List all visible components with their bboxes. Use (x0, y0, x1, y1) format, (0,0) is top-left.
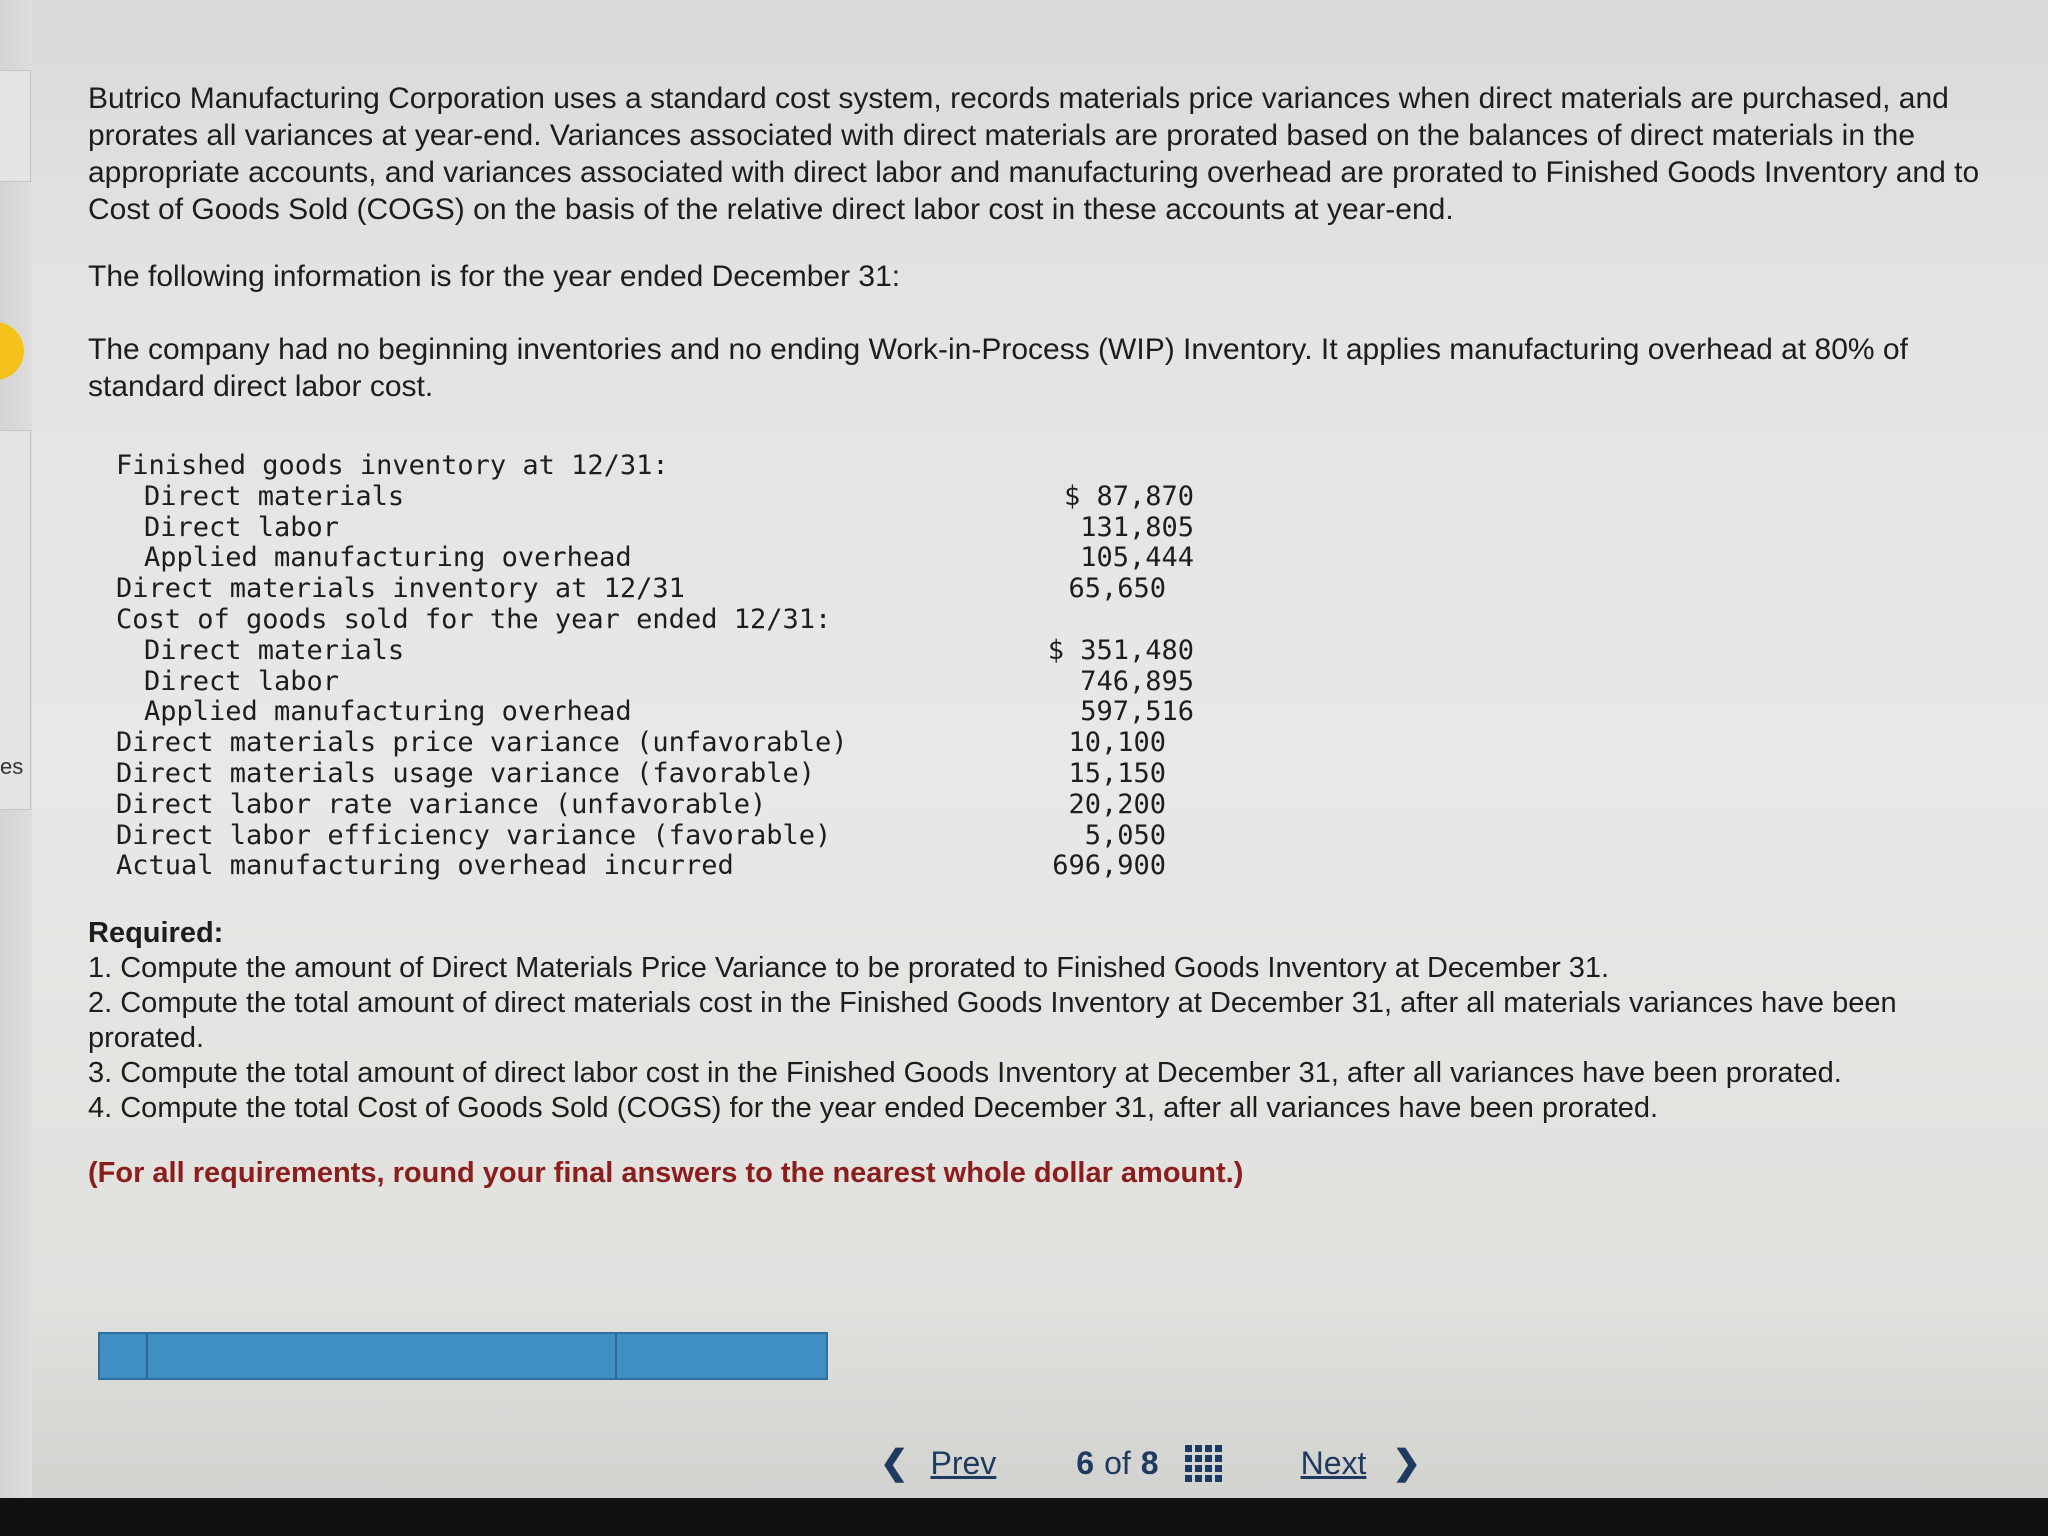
row-value: 696,900 (1052, 850, 1166, 882)
row-value: 20,200 (1068, 788, 1166, 820)
row-label: Applied manufacturing overhead (144, 542, 632, 574)
grid-icon[interactable] (1185, 1445, 1221, 1481)
required-item-2: 2. Compute the total amount of direct materials cost in the Finished Goods Inventory at December 31, after all materials variances have been prorated. (88, 987, 1897, 1055)
table-row (116, 821, 1216, 852)
data-table (116, 451, 1216, 882)
question-content (88, 80, 2018, 1191)
table-row (116, 851, 1216, 882)
edge-label: es (0, 754, 24, 779)
company-note: The company had no beginning inventories and no ending Work-in-Process (WIP) Inventory. It applies manufacturing overhead at 80% of standard direct labor cost. (88, 333, 1908, 403)
required-item-1: 1. Compute the amount of Direct Materials Price Variance to be prorated to Finished Goods Inventory at December 31. (88, 952, 1610, 985)
info-line: The following information is for the year ended December 31: (88, 260, 901, 293)
required-item-4: 4. Compute the total Cost of Goods Sold (COGS) for the year ended December 31, after all variances have been prorated. (88, 1092, 1659, 1125)
row-value: 5,050 (1084, 819, 1166, 851)
table-row (116, 605, 1216, 636)
table-row (116, 636, 1216, 667)
row-value: 15,150 (1068, 757, 1166, 789)
page-indicator (1076, 1445, 1158, 1482)
row-value: 131,805 (1080, 511, 1194, 543)
rounding-note: (For all requirements, round your final answers to the nearest whole dollar amount.) (88, 1157, 1244, 1190)
table-row (116, 543, 1216, 574)
screen-bottom-bezel (0, 1498, 2048, 1536)
next-button[interactable] (1301, 1443, 1421, 1483)
row-label: Direct materials inventory at 12/31 (116, 573, 685, 605)
prev-button[interactable] (880, 1443, 996, 1483)
row-label: Applied manufacturing overhead (144, 696, 632, 728)
prev-label[interactable]: Prev (930, 1444, 997, 1481)
row-label: Direct labor rate variance (unfavorable) (116, 788, 767, 820)
row-label: Cost of goods sold for the year ended 12/31: (116, 603, 832, 635)
pagination-nav (880, 1438, 1421, 1488)
row-label: Direct materials (144, 480, 405, 512)
required-heading: Required: (88, 917, 224, 950)
answer-tab[interactable] (100, 1334, 148, 1378)
row-value (1016, 451, 1166, 482)
table-row (116, 513, 1216, 544)
total-pages: 8 (1140, 1444, 1159, 1481)
row-value: 105,444 (1080, 542, 1194, 574)
left-sidebar-tab[interactable] (0, 430, 31, 810)
table-row (116, 451, 1216, 482)
row-label: Direct labor (144, 665, 340, 697)
row-label: Finished goods inventory at 12/31: (116, 450, 669, 481)
required-item-3: 3. Compute the total amount of direct labor cost in the Finished Goods Inventory at December 31, after all variances have been prorated. (88, 1057, 1842, 1090)
table-row (116, 697, 1216, 728)
chevron-left-icon[interactable]: ❮ (880, 1444, 909, 1482)
table-row (116, 728, 1216, 759)
table-row (116, 482, 1216, 513)
left-sidebar-tab[interactable] (0, 70, 31, 182)
row-label: Direct materials (144, 634, 405, 666)
row-label: Direct materials usage variance (favorable) (116, 757, 815, 789)
row-value: 10,100 (1068, 727, 1166, 759)
table-row (116, 790, 1216, 821)
problem-intro: Butrico Manufacturing Corporation uses a standard cost system, records materials price variances when direct materials are purchased, and prorates all variances at year-end. Variances associated with direct materials are prorated based on the balances of direct materials in the appropriate accounts, and variances associated with direct labor and manufacturing overhead are prorated to Finished Goods Inventory and to Cost of Goods Sold (COGS) on the basis of the relative direct labor cost in these accounts at year-end. (88, 82, 1980, 226)
current-page: 6 (1076, 1444, 1095, 1481)
answer-tab-bar[interactable] (98, 1332, 828, 1380)
table-row (116, 574, 1216, 605)
next-label[interactable]: Next (1300, 1444, 1367, 1481)
row-value: 65,650 (1068, 573, 1166, 605)
answer-tab-divider (615, 1334, 617, 1378)
table-row (116, 759, 1216, 790)
table-row (116, 667, 1216, 698)
row-label: Direct labor efficiency variance (favorable) (116, 819, 832, 851)
row-value: $ 351,480 (1047, 634, 1194, 666)
row-value: $ 87,870 (1063, 480, 1194, 512)
row-value: 597,516 (1080, 696, 1194, 728)
required-section (88, 916, 2018, 1191)
chevron-right-icon[interactable]: ❯ (1392, 1444, 1421, 1482)
row-value (1016, 605, 1166, 636)
row-value: 746,895 (1080, 665, 1194, 697)
page-of-label: of (1104, 1444, 1131, 1481)
row-label: Direct labor (144, 511, 340, 543)
row-label: Actual manufacturing overhead incurred (116, 850, 734, 882)
row-label: Direct materials price variance (unfavorable) (116, 727, 848, 759)
